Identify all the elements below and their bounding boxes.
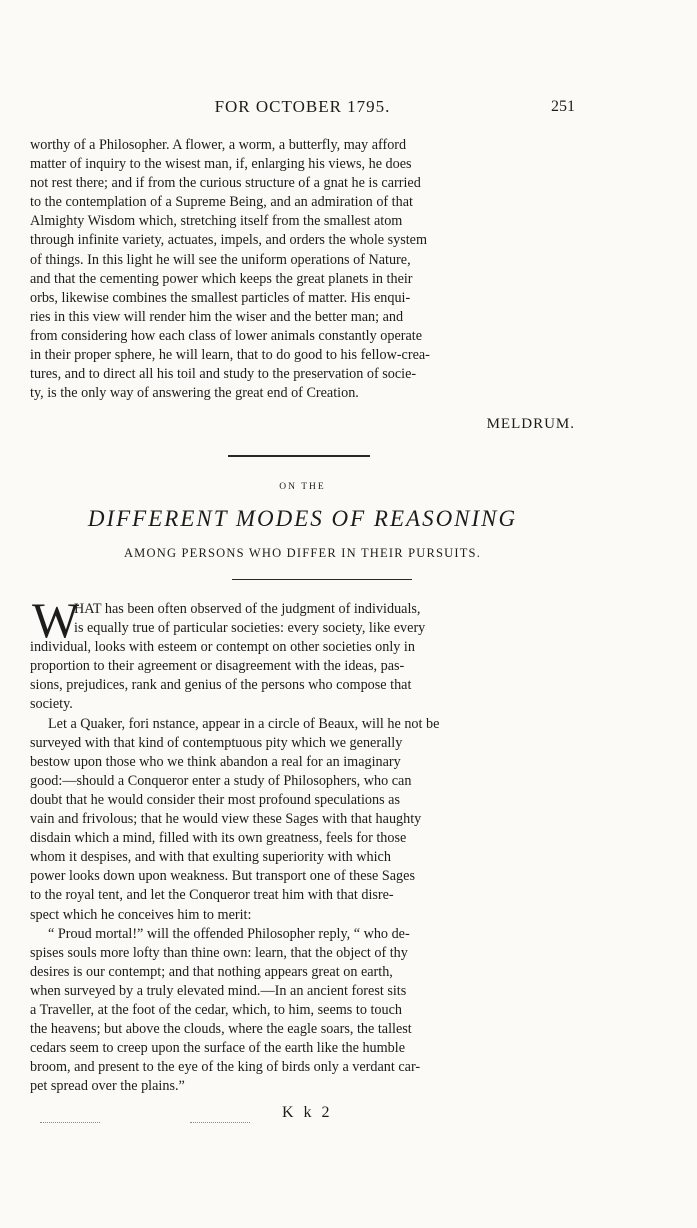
running-head: FOR OCTOBER 1795.	[214, 97, 391, 116]
text-line: spect which he conceives him to merit:	[30, 906, 252, 923]
text-line: the heavens; but above the clouds, where the eagle soars, the tallest	[30, 1021, 412, 1038]
text-line: whom it despises, and with that exulting superiority with which	[30, 849, 391, 866]
top-text-block	[30, 136, 575, 403]
text-line: of things. In this light he will see the uniform operations of Nature,	[30, 251, 411, 268]
text-line: Almighty Wisdom which, stretching itself from the smallest atom	[30, 213, 403, 230]
article-title: DIFFERENT MODES OF REASONING	[87, 506, 518, 531]
text-line: surveyed with that kind of contemptuous pity which we generally	[30, 734, 403, 751]
text-line: broom, and present to the eye of the king of birds only a verdant car-	[30, 1059, 421, 1076]
text-line: individual, looks with esteem or contempt on other societies only in	[30, 639, 415, 656]
article-kicker: ON THE	[279, 482, 326, 492]
text-line: pet spread over the plains.”	[30, 1078, 185, 1095]
text-line: Let a Quaker, fori nstance, appear in a circle of Beaux, will he not be	[48, 715, 440, 732]
text-line: through infinite variety, actuates, impels, and orders the whole system	[30, 232, 428, 249]
text-line: to the contemplation of a Supreme Being, and an admiration of that	[30, 194, 413, 211]
title-rule	[232, 579, 412, 580]
text-line: worthy of a Philosopher. A flower, a worm, a butterfly, may afford	[30, 137, 407, 153]
text-line: desires is our contempt; and that nothing appears great on earth,	[30, 963, 393, 980]
text-line: “ Proud mortal!” will the offended Philosopher reply, “ who de-	[48, 925, 410, 942]
signature-mark: K k 2	[282, 1104, 333, 1121]
text-line: ty, is the only way of answering the great end of Creation.	[30, 385, 359, 402]
text-line: in their proper sphere, he will learn, that to do good to his fellow-crea-	[30, 347, 430, 364]
text-line: matter of inquiry to the wisest man, if, enlarging his views, he does	[30, 156, 412, 173]
page-number: 251	[551, 98, 575, 115]
text-line: not rest there; and if from the curious structure of a gnat he is carried	[30, 175, 421, 192]
text-line: spises souls more lofty than thine own: learn, that the object of thy	[30, 944, 408, 961]
text-line: society.	[30, 696, 73, 713]
article-subtitle: AMONG PERSONS WHO DIFFER IN THEIR PURSUITS.	[123, 546, 482, 560]
text-line: to the royal tent, and let the Conqueror treat him with that disre-	[30, 887, 394, 904]
author-signature: MELDRUM.	[486, 416, 575, 432]
text-line: and that the cementing power which keeps the great planets in their	[30, 270, 413, 287]
text-line: bestow upon those who we think abandon a real for an imaginary	[30, 753, 401, 770]
section-divider	[228, 455, 370, 457]
print-smudge	[40, 1122, 100, 1123]
text-line: disdain which a mind, filled with its own greatness, feels for those	[30, 830, 407, 847]
text-line: is equally true of particular societies: every society, like every	[74, 620, 426, 637]
print-smudge	[190, 1122, 250, 1123]
text-line: ries in this view will render him the wiser and the better man; and	[30, 308, 404, 325]
text-line: proportion to their agreement or disagreement with the ideas, pas-	[30, 658, 405, 675]
text-line: sions, prejudices, rank and genius of the persons who compose that	[30, 677, 412, 694]
text-line: cedars seem to creep upon the surface of the earth like the humble	[30, 1040, 406, 1057]
article-body	[30, 600, 575, 1096]
text-line: doubt that he would consider their most profound speculations as	[30, 791, 400, 808]
text-line: when surveyed by a truly elevated mind.—In an ancient forest sits	[30, 982, 407, 999]
text-line: from considering how each class of lower animals constantly operate	[30, 327, 422, 344]
text-line: tures, and to direct all his toil and study to the preservation of socie-	[30, 366, 417, 383]
page-header	[30, 97, 575, 127]
text-line: a Traveller, at the foot of the cedar, which, to him, seems to touch	[30, 1001, 402, 1018]
text-line: HAT has been often observed of the judgment of individuals,	[74, 601, 421, 617]
text-line: good:—should a Conqueror enter a study of Philosophers, who can	[30, 772, 412, 789]
text-line: orbs, likewise combines the smallest particles of matter. His enqui-	[30, 289, 411, 306]
text-line: power looks down upon weakness. But transport one of these Sages	[30, 868, 415, 885]
drop-cap: W	[32, 592, 80, 648]
text-line: vain and frivolous; that he would view these Sages with that haughty	[30, 811, 422, 828]
